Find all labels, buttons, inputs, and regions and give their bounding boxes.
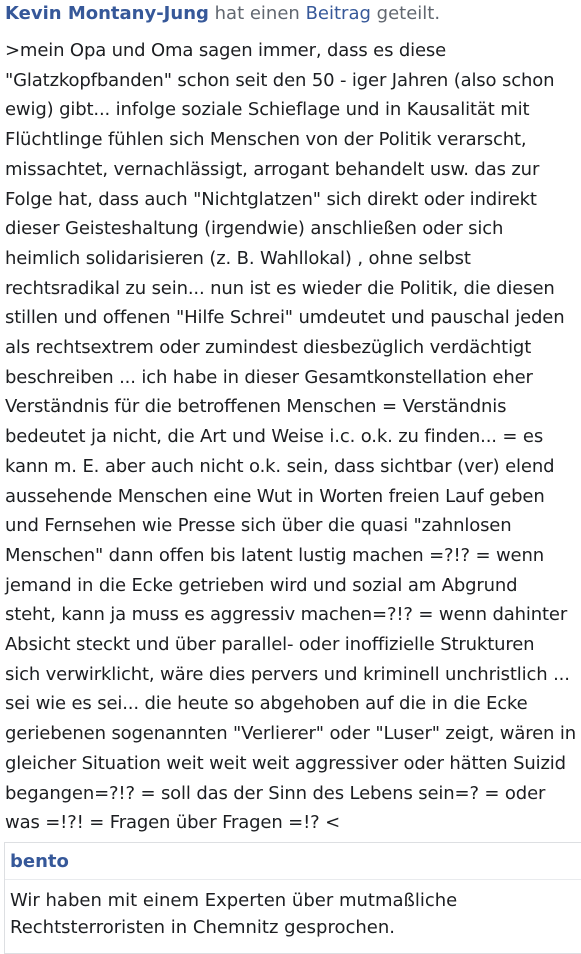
post-text-line: dieser Geisteshaltung (irgendwie) anschließen oder sich xyxy=(5,218,504,240)
post-text-line: beschreiben ... ich habe in dieser Gesamtkonstellation eher xyxy=(5,366,533,388)
post-text-line: und Fernsehen wie Presse sich über die quasi "zahnlosen xyxy=(5,515,512,537)
post-text-line: steht, kann ja muss es aggressiv machen=?!? = wenn dahinter xyxy=(5,604,568,626)
post-text-line: aussehende Menschen eine Wut in Worten freien Lauf geben xyxy=(5,485,545,507)
action-text-suffix: geteilt. xyxy=(376,3,441,24)
share-divider xyxy=(5,879,581,880)
post-text-line: missachtet, vernachlässigt, arrogant behandelt usw. das zur xyxy=(5,158,540,180)
action-text: hat einen xyxy=(214,3,300,24)
post-text-line: ewig) gibt... infolge soziale Schieflage und in Kausalität mit xyxy=(5,99,530,121)
post-text-line: rechtsradikal zu sein... nun ist es wieder die Politik, die diesen xyxy=(5,277,555,299)
post-text-line: >mein Opa und Oma sagen immer, dass es diese xyxy=(5,40,447,61)
share-title-line: Rechtsterroristen in Chemnitz gesprochen. xyxy=(10,917,395,938)
share-title[interactable] xyxy=(10,887,457,941)
post-header xyxy=(5,1,440,27)
share-source-name[interactable]: bento xyxy=(10,851,69,872)
post-text-line: sich verwirklicht, wäre dies pervers und kriminell unchristlich ... xyxy=(5,663,570,685)
post-text-line: Menschen" dann offen bis latent lustig machen =?!? = wenn xyxy=(5,544,545,566)
post-text-line: begangen=?!? = soll das der Sinn des Lebens sein=? = oder xyxy=(5,782,546,804)
post-text-line: stillen und offenen "Hilfe Schrei" umdeutet und pauschal jeden xyxy=(5,307,565,329)
post-link[interactable]: Beitrag xyxy=(305,3,371,24)
post-text-line: sei wie es sei... die heute so abgehoben auf die in die Ecke xyxy=(5,693,528,715)
post-text-line: kann m. E. aber auch nicht o.k. sein, dass sichtbar (ver) elend xyxy=(5,455,555,477)
post-text-line: was =!?! = Fragen über Fragen =!? < xyxy=(5,812,341,834)
post-text-line: Verständnis für die betroffenen Menschen = Verständnis xyxy=(5,396,507,418)
post-text-line: Folge hat, dass auch "Nichtglatzen" sich direkt oder indirekt xyxy=(5,188,537,210)
post-text-line: Absicht steckt und über parallel- oder inoffizielle Strukturen xyxy=(5,634,535,656)
shared-link-card[interactable] xyxy=(4,842,581,954)
post-text-line: geriebenen sogenannten "Verlierer" oder "Luser" zeigt, wären in xyxy=(5,723,576,745)
post-text-line: gleicher Situation weit weit weit aggressiver oder hätten Suizid xyxy=(5,752,566,774)
post-text-line: als rechtsextrem oder zumindest diesbezüglich verdächtigt xyxy=(5,337,532,359)
post-text-line: jemand in die Ecke getrieben wird und sozial am Abgrund xyxy=(5,574,518,596)
post-text-line: heimlich solidarisieren (z. B. Wahllokal) , ohne selbst xyxy=(5,247,471,269)
post-text-line: Flüchtlinge fühlen sich Menschen von der Politik verarscht, xyxy=(5,129,527,151)
post-text-line: "Glatzkopfbanden" schon seit den 50 - iger Jahren (also schon xyxy=(5,69,555,91)
post-text xyxy=(5,36,577,838)
author-name-link[interactable]: Kevin Montany-Jung xyxy=(5,3,209,24)
post-text-line: bedeutet ja nicht, die Art und Weise i.c. o.k. zu finden... = es xyxy=(5,426,544,448)
share-title-line: Wir haben mit einem Experten über mutmaßliche xyxy=(10,890,458,911)
